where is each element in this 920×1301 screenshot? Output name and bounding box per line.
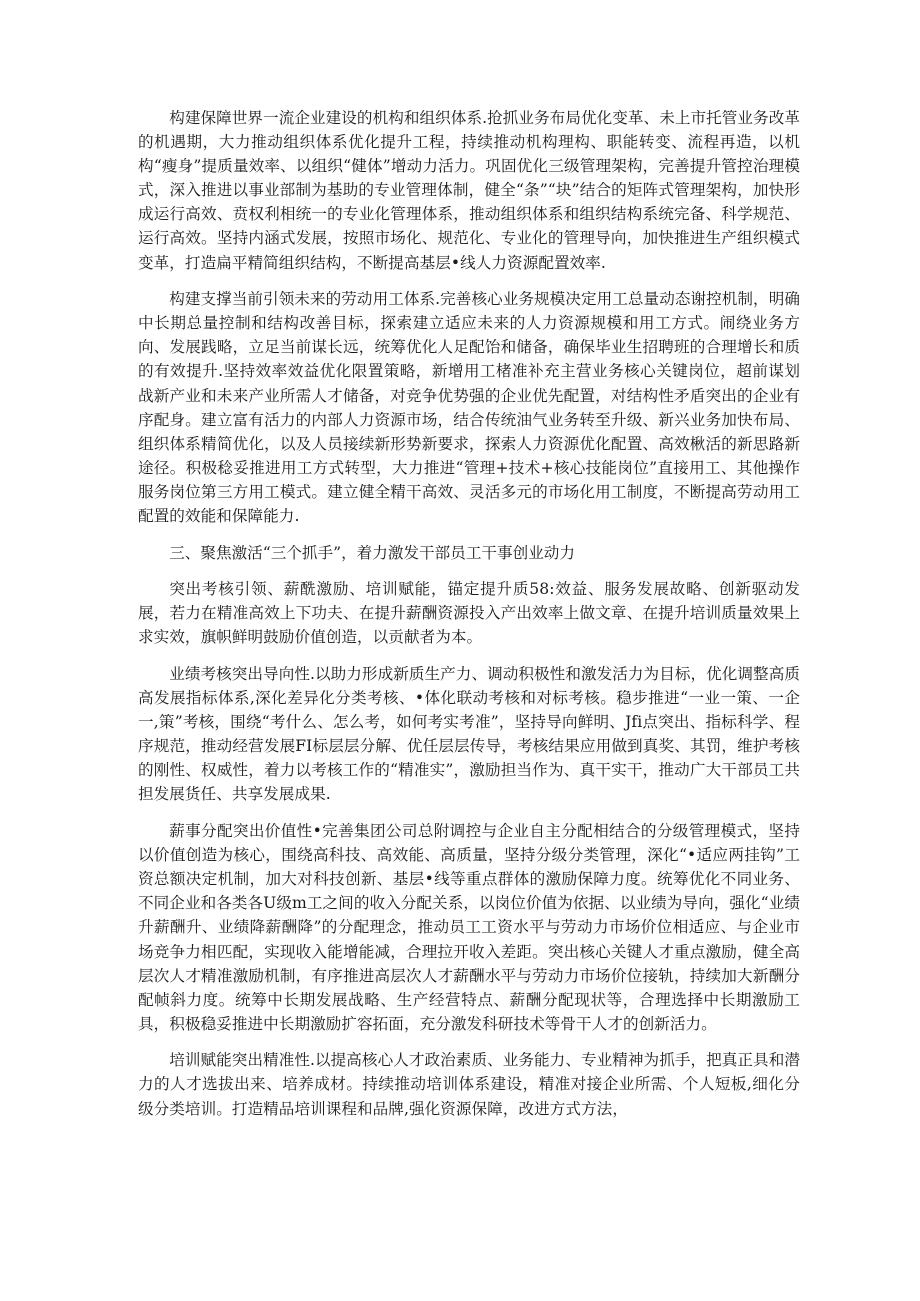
section-heading-three-levers: 三、聚焦激活“三个抓手”，着力激发干部员工干事创业动力 [169, 543, 575, 562]
paragraph-salary-distribution: 薪事分配突出价值性•完善集团公司总附调控与企业自主分配相结合的分级管理模式，坚持以价值创造为核心，围绕高科技、高效能、高质量，坚持分级分类管理，深化“•适应两挂钩”工资总额决定机制，加大对科技创新、基层•线等重点群体的激励保障力度。统筹优化不同业务、不同企业和各类各U级m工之间的收入分配关系，以岗位价值为依据、以业绩为导向，强化“业绩升薪酬升、业绩降薪酬降”的分配理念，推动员工工资水平与劳动力市场价位相适应、与企业市场竞争力相匹配，实现收入能增能减，合理拉开收入差距。突出核心关键人才重点激励，健全高层次人才精准激励机制，有序推进高层次人才薪酬水平与劳动力市场价位接轨，持续加大新酬分配帧斜力度。统筹中长期发展战略、生产经营特点、薪酬分配现状等，合理选择中长期激励工具，积极稳妥推进中长期激励扩容拓面，充分激发科研技术等骨干人才的创新活力。 [138, 822, 800, 1033]
paragraph-section-intro: 突出考核引领、薪酰激励、培训赋能，锚定提升质58:效益、服务发展故略、创新驱动发展，若力在精准高效上下功夫、在提升薪酬资源投入产出效率上做文章、在提升培训质量效果上求实效，旗帜鲜明鼓励价值创造，以贡献者为本。 [138, 580, 800, 647]
paragraph-organization-system: 构建保障世界一流企业建设的机构和组织体系.抢抓业务布局优化变革、未上市托管业务改革的机遇期，大力推动组织体系优化提升工程，持续推动机构理构、职能转变、流程再造，以机构“瘦身”提质量效率、以组织“健体”增动力活力。巩固优化三级管理架构，完善提升管控治理模式，深入推进以事业部制为基助的专业管理体制，健全“条”“块”结合的矩阵式管理架构，加快形成运行高效、贲权利相统一的专业化管理体系，推动组织体系和组织结构系统完备、科学规范、运行高效。坚持内涵式发展，按照市场化、规范化、专业化的管理导向，加快推进生产组织模式变革，打造扁平精简组织结构，不断提高基层•线人力资源配置效率. [138, 109, 800, 272]
paragraph-performance-assessment: 业绩考核突出导向性.以助力形成新质生产力、调动积极性和激发活力为目标，优化调整高质高发展指标体系,深化差异化分类考核、•体化联动考核和对标考核。稳步推进“一业一策、一企一,策”考核，围绕“考什么、怎么考，如何考实考准”，坚持导向鲜明、Jfi点突出、指标科学、程序规范，推动经营发展FI标层层分解、优任层层传导，考核结果应用做到真奖、其罚，维护考核的刚性、权威性，着力以考核工作的“精准实”，激励担当作为、真干实干，推动广大干部员工共担发展货任、共享发展成果. [138, 664, 800, 804]
paragraph-labor-system: 构建支撑当前引领未来的劳动用工体系.完善核心业务规模决定用工总量动态谢控机制，明确中长期总量控制和结构改善目标，探索建立适应未来的人力资源规模和用工方式。闹绕业务方向、发展践略，立足当前谋长远，统筹优化人足配饴和储备，确保毕业生招聘班的合理增长和质的有效提升.坚持效率效益优化限置策略，新增用工楮准补充主营业务核心关键岗位，超前谋划战新产业和未来产业所需人才储备，对竞争优势强的企业优先配置，对结构性矛盾突出的企业有序配身。建立富有活力的内部人力资源市场，结合传统油气业务转至升级、新兴业务加快布局、组织体系精简优化，以及人员接续新形势新要求，探索人力资源优化配置、高效楸活的新思路新途径。积极稔妥推进用工方式转型，大力推进“管理+技术+核心技能岗位”直接用工、其他操作服务岗位第三方用工模式。建立健全精干高效、灵活多元的市场化用工制度，不断提高劳动用工配置的效能和保障能力. [138, 290, 800, 525]
paragraph-training-empowerment: 培训赋能突出精准性.以提高核心人才政治素质、业务能力、专业精神为抓手，把真正具和潜力的人才选拔出来、培养成材。持续推动培训体系建设，精准对接企业所需、个人短板,细化分级分类培训。打造精品培训课程和品牌,强化资源保障，改进方式方法， [138, 1051, 800, 1118]
